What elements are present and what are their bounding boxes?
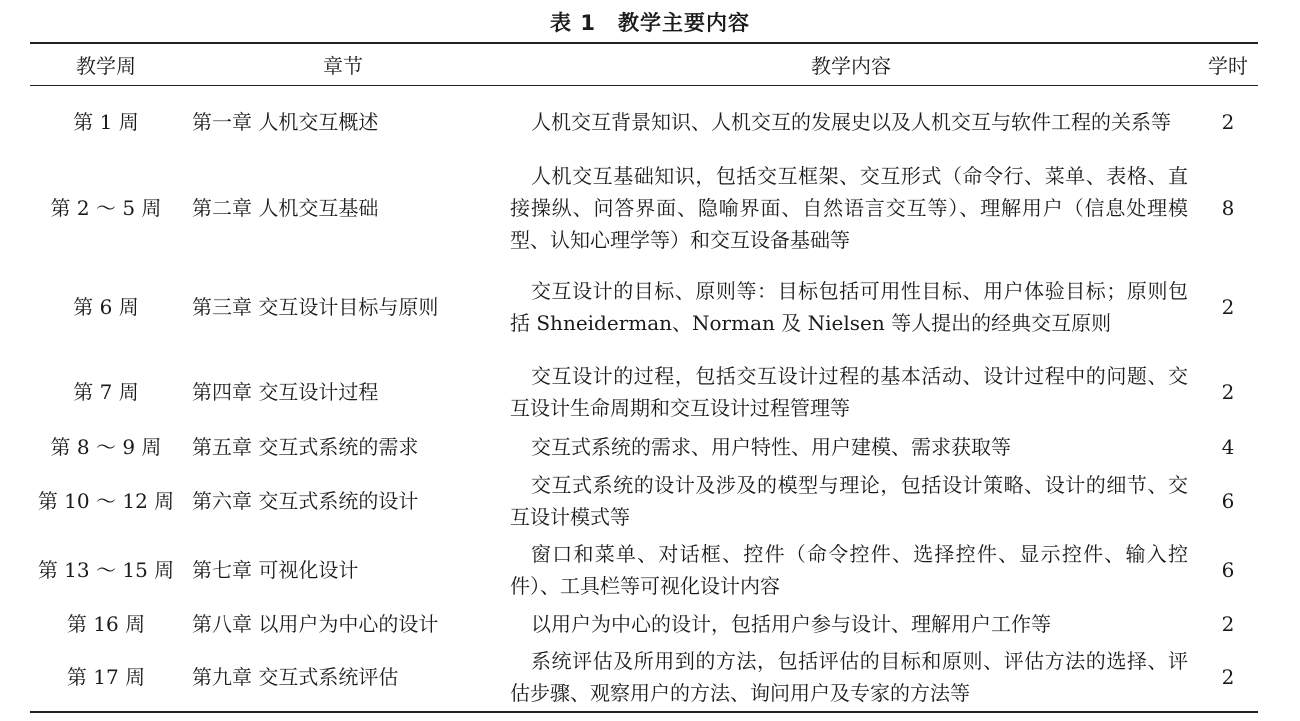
content-cell: 交互式系统的设计及涉及的模型与理论，包括设计策略、设计的细节、交互设计模式等	[510, 472, 1188, 529]
hours-cell: 4	[1221, 434, 1235, 459]
hours-cell: 2	[1221, 379, 1235, 404]
table-row	[30, 258, 1258, 356]
table-number: 表 1	[550, 11, 596, 35]
table-row	[30, 466, 1258, 536]
chapter-cell: 第四章 交互设计过程	[192, 379, 379, 404]
week-cell: 第 10 ～ 12 周	[37, 488, 175, 513]
chapter-cell: 第七章 可视化设计	[192, 557, 359, 582]
week-cell: 第 8 ～ 9 周	[50, 434, 162, 459]
teaching-content-table	[30, 42, 1258, 713]
table-row	[30, 86, 1258, 158]
chapter-cell: 第九章 交互式系统评估	[192, 665, 399, 689]
chapter-cell: 第二章 人机交互基础	[192, 195, 379, 220]
hours-cell: 8	[1221, 195, 1235, 220]
week-cell: 第 1 周	[73, 109, 139, 134]
week-cell: 第 2 ～ 5 周	[50, 195, 162, 220]
chapter-cell: 第一章 人机交互概述	[192, 109, 379, 134]
content-cell: 交互设计的过程，包括交互设计过程的基本活动、设计过程中的问题、交互设计生命周期和交互设计过程管理等	[510, 363, 1188, 420]
week-cell: 第 13 ～ 15 周	[37, 557, 175, 582]
chapter-cell: 第三章 交互设计目标与原则	[192, 294, 439, 319]
header-row	[30, 43, 1258, 86]
table-row	[30, 536, 1258, 604]
week-cell: 第 7 周	[73, 379, 139, 404]
content-cell: 人机交互基础知识，包括交互框架、交互形式（命令行、菜单、表格、直接操纵、问答界面、隐喻界面、自然语言交互等）、理解用户（信息处理模型、认知心理学等）和交互设备基础等	[510, 163, 1188, 252]
table-row	[30, 356, 1258, 428]
content-cell: 交互设计的目标、原则等：目标包括可用性目标、用户体验目标；原则包括 Shneiderman、Norman 及 Nielsen 等人提出的经典交互原则	[510, 278, 1188, 335]
week-cell: 第 6 周	[73, 294, 139, 319]
hours-cell: 2	[1221, 109, 1235, 134]
hours-cell: 6	[1221, 488, 1235, 513]
table-row	[30, 604, 1258, 644]
hours-cell: 2	[1221, 611, 1235, 636]
chapter-cell: 第八章 以用户为中心的设计	[192, 611, 439, 636]
week-cell: 第 16 周	[66, 611, 146, 636]
content-cell: 交互式系统的需求、用户特性、用户建模、需求获取等	[531, 434, 1011, 459]
header-chapter: 章节	[323, 54, 363, 78]
header-content: 教学内容	[811, 54, 891, 78]
content-cell: 窗口和菜单、对话框、控件（命令控件、选择控件、显示控件、输入控件）、工具栏等可视化设计内容	[510, 541, 1188, 598]
header-hours: 学时	[1208, 54, 1248, 78]
content-cell: 以用户为中心的设计，包括用户参与设计、理解用户工作等	[531, 611, 1051, 636]
chapter-cell: 第五章 交互式系统的需求	[192, 434, 419, 459]
content-cell: 人机交互背景知识、人机交互的发展史以及人机交互与软件工程的关系等	[531, 109, 1171, 134]
table-row	[30, 644, 1258, 712]
hours-cell: 6	[1221, 557, 1235, 582]
table-caption	[0, 8, 1300, 38]
table-row	[30, 428, 1258, 466]
content-cell: 系统评估及所用到的方法，包括评估的目标和原则、评估方法的选择、评估步骤、观察用户的方法、询问用户及专家的方法等	[510, 649, 1188, 705]
hours-cell: 2	[1221, 294, 1235, 319]
header-week: 教学周	[76, 54, 136, 78]
hours-cell: 2	[1221, 665, 1235, 689]
table-row	[30, 158, 1258, 258]
chapter-cell: 第六章 交互式系统的设计	[192, 488, 419, 513]
week-cell: 第 17 周	[66, 665, 146, 689]
table-title: 教学主要内容	[617, 11, 750, 35]
